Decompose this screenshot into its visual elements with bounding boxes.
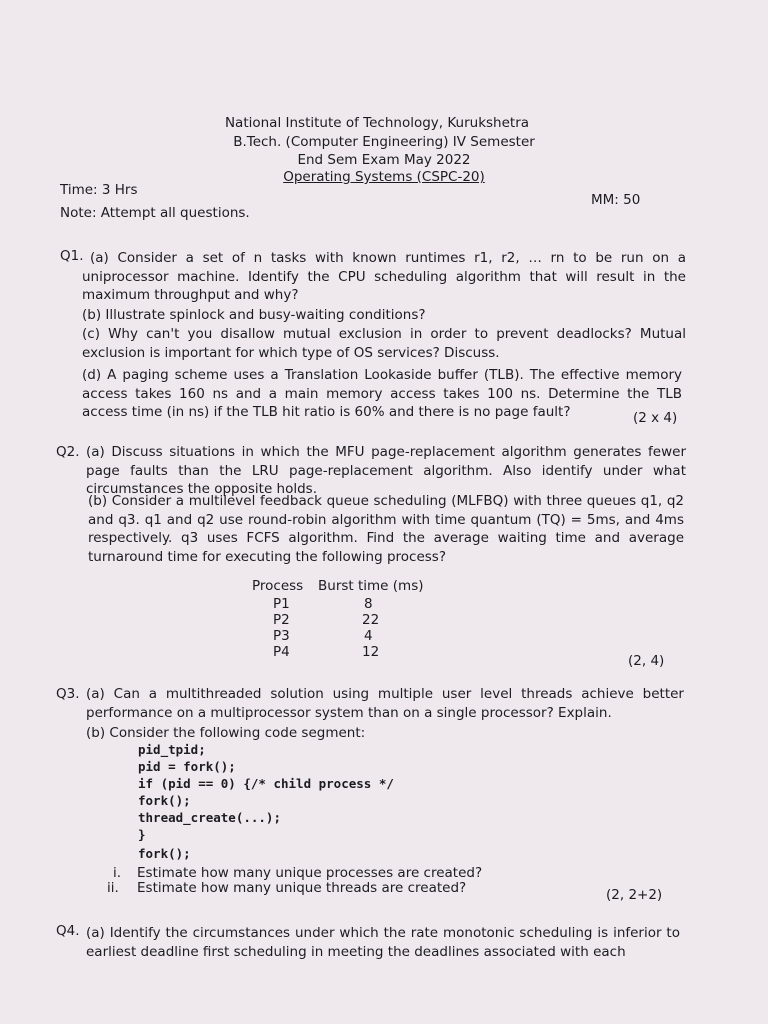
table-cell-process: P2	[273, 612, 290, 628]
table-cell-process: P1	[273, 596, 290, 612]
table-cell-burst: 22	[362, 612, 380, 628]
code-line: pid = fork();	[138, 759, 236, 774]
table-cell-process: P4	[273, 644, 290, 660]
table-cell-burst: 12	[362, 644, 380, 660]
table-cell-process: P3	[273, 628, 290, 644]
question-3-i-number: i.	[113, 865, 122, 881]
question-3a: (a) Can a multithreaded solution using multiple user level threads achieve better performance on a multiprocessor system than on a single processor? Explain.	[86, 686, 684, 721]
question-2a: (a) Discuss situations in which the MFU page-replacement algorithm generates fewer page faults than the LRU page-replacement algorithm. Also identify under what circumstances the opposite holds.	[86, 444, 686, 497]
table-cell-burst: 4	[364, 628, 373, 644]
table-cell-burst: 8	[364, 596, 373, 612]
program-name: B.Tech. (Computer Engineering) IV Semester	[233, 134, 535, 150]
question-3-i: Estimate how many unique processes are created?	[137, 865, 483, 881]
institute-name: National Institute of Technology, Kurukshetra	[224, 115, 530, 131]
code-line: thread_create(...);	[138, 810, 281, 825]
question-2-marks: (2, 4)	[628, 653, 665, 669]
question-1-number: Q1.	[60, 248, 84, 264]
code-segment	[138, 741, 498, 863]
code-line: fork();	[138, 846, 191, 861]
table-header-burst-time: Burst time (ms)	[318, 578, 424, 594]
question-2-number: Q2.	[56, 444, 80, 460]
max-marks: MM: 50	[591, 192, 641, 208]
question-1-marks: (2 x 4)	[633, 410, 678, 426]
question-3b: (b) Consider the following code segment:	[86, 725, 366, 741]
question-3-number: Q3.	[56, 686, 80, 702]
question-1b: (b) Illustrate spinlock and busy-waiting conditions?	[82, 307, 426, 323]
process-table	[252, 577, 452, 667]
question-2b: (b) Consider a multilevel feedback queue scheduling (MLFBQ) with three queues q1, q2 and q3. q1 and q2 use round-robin algorithm with time quantum (TQ) = 5ms, and 4ms respectively. q3 uses FCFS algorithm. Find the average waiting time and average turnaround time for executing the following process?	[88, 493, 684, 565]
question-3-ii: Estimate how many unique threads are created?	[137, 880, 467, 896]
question-3-ii-number: ii.	[107, 880, 119, 896]
code-line: pid_tpid;	[138, 742, 206, 757]
question-4-number: Q4.	[56, 923, 80, 939]
question-1d: (d) A paging scheme uses a Translation Lookaside buffer (TLB). The effective memory access takes 160 ns and a main memory access takes 100 ns. Determine the TLB access time (in ns) if the TLB hit ratio is 60% and there is no page fault?	[82, 367, 682, 420]
course-title: Operating Systems (CSPC-20)	[283, 169, 485, 185]
exam-name: End Sem Exam May 2022	[297, 152, 471, 168]
question-1c: (c) Why can't you disallow mutual exclusion in order to prevent deadlocks? Mutual exclusion is important for which type of OS services? Discuss.	[82, 326, 686, 361]
code-line: if (pid == 0) {/* child process */	[138, 776, 394, 791]
question-3-marks: (2, 2+2)	[606, 887, 663, 903]
code-line: fork();	[138, 793, 191, 808]
exam-duration: Time: 3 Hrs	[60, 182, 138, 198]
question-1a: (a) Consider a set of n tasks with known runtimes r1, r2, … rn to be run on a uniprocessor machine. Identify the CPU scheduling algorithm that will result in the maximum throughput and why?	[82, 250, 686, 303]
exam-note: Note: Attempt all questions.	[60, 205, 250, 221]
question-4a: (a) Identify the circumstances under which the rate monotonic scheduling is inferior to earliest deadline first scheduling in meeting the deadlines associated with each	[86, 925, 680, 960]
table-header-process: Process	[252, 578, 304, 594]
code-line: }	[138, 827, 146, 842]
